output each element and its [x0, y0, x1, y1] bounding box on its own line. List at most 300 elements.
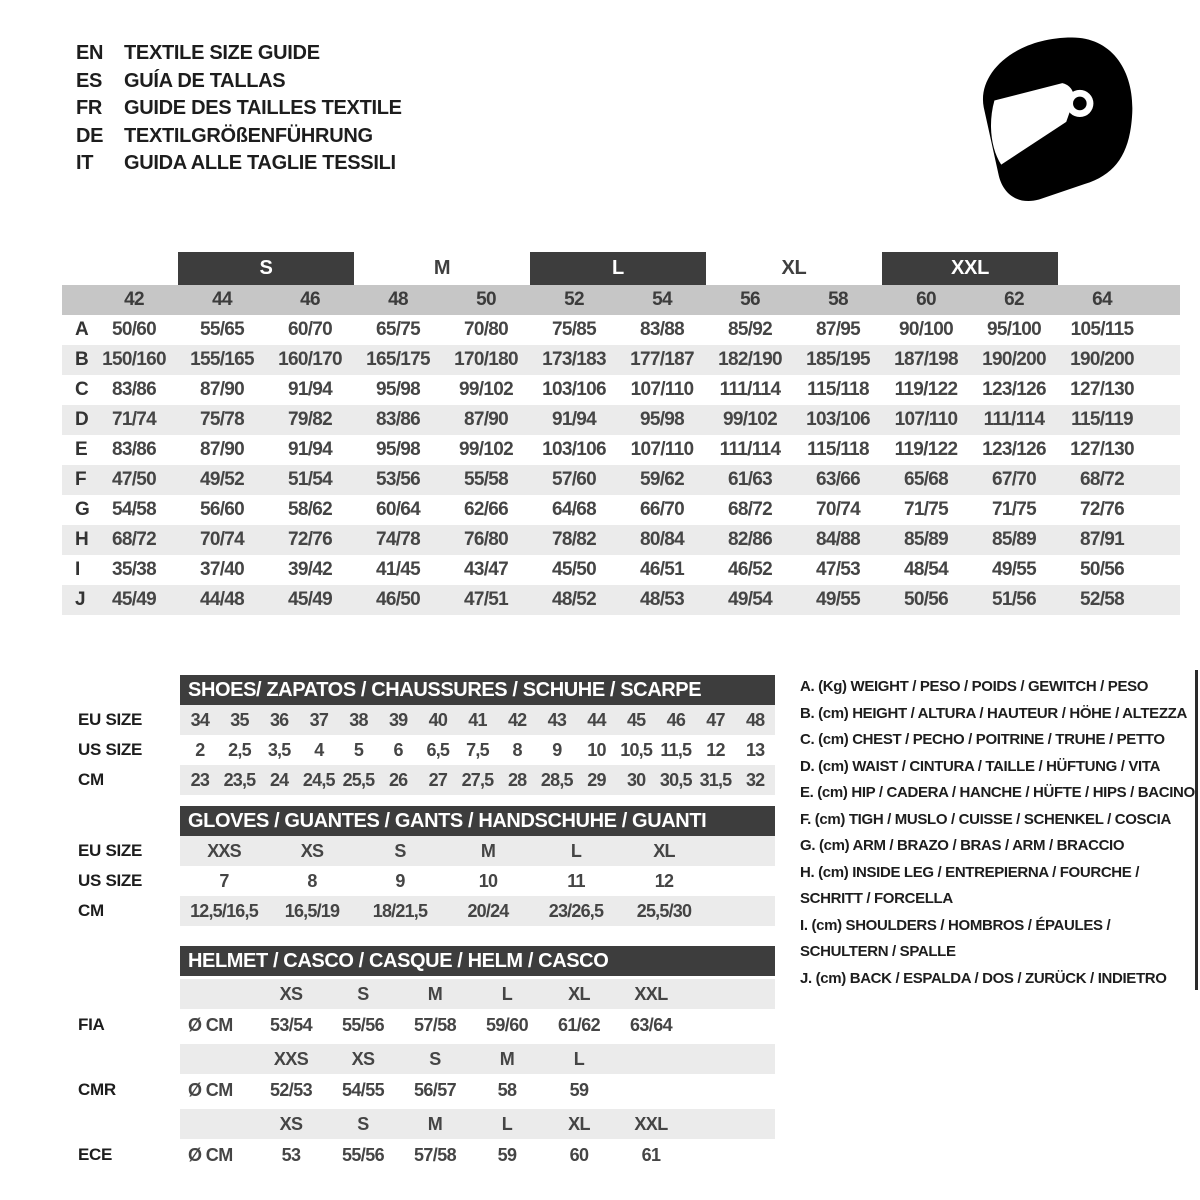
diameter-label: Ø CM: [188, 1014, 233, 1035]
helmet-sizes-row-CMR: [180, 1044, 775, 1074]
helmet-table-body: [180, 979, 775, 1171]
language-title: GUIDA ALLE TAGLIE TESSILI: [124, 152, 396, 174]
gloves-cm-value: 23/26,5: [548, 900, 604, 921]
shoes-us-value: 9: [552, 739, 562, 760]
size-value: 111/114: [983, 409, 1045, 430]
size-value: 103/106: [542, 439, 606, 460]
helmet-size: L: [501, 983, 513, 1004]
size-value: 45/49: [287, 589, 333, 610]
numeric-size: 52: [564, 289, 584, 310]
diameter-label: Ø CM: [188, 1079, 233, 1100]
size-value: 47/51: [463, 589, 509, 610]
gloves-us-value: 8: [307, 870, 317, 891]
size-value: 58/62: [287, 499, 333, 520]
size-value: 61/63: [727, 469, 773, 490]
helmet-values-row-FIA: [180, 1009, 775, 1041]
size-value: 47/50: [111, 469, 157, 490]
helmet-value: 53: [281, 1144, 301, 1165]
size-value: 49/55: [991, 559, 1037, 580]
measure-row-A: [62, 315, 1180, 345]
legend-item-d: D. (cm) WAIST / CINTURA / TAILLE / HÜFTUNG / VITA: [800, 757, 1161, 775]
numeric-size: 48: [388, 289, 408, 310]
numeric-size: 46: [300, 289, 320, 310]
gloves-header: GLOVES / GUANTES / GANTS / HANDSCHUHE / GUANTI: [180, 806, 775, 836]
helmet-size: S: [357, 1113, 369, 1134]
gloves-us-size-label: US SIZE: [78, 871, 143, 890]
row-letter: E: [75, 439, 88, 460]
size-value: 83/86: [111, 439, 157, 460]
measure-row-C: [62, 375, 1180, 405]
shoes-us-value: 8: [512, 739, 522, 760]
numeric-size: 64: [1092, 289, 1112, 310]
numeric-size: 60: [916, 289, 936, 310]
gloves-us-value: 12: [654, 870, 674, 891]
helmet-value: 56/57: [413, 1079, 457, 1100]
language-code: FR: [76, 97, 103, 119]
numeric-size: 58: [828, 289, 848, 310]
gloves-us-value: 11: [567, 870, 585, 891]
size-value: 65/75: [375, 319, 421, 340]
size-value: 115/118: [807, 439, 869, 460]
shoes-header: SHOES/ ZAPATOS / CHAUSSURES / SCHUHE / SCARPE: [180, 675, 775, 705]
helmet-size: XL: [568, 983, 590, 1004]
size-value: 170/180: [454, 349, 518, 370]
size-value: 95/98: [375, 379, 421, 400]
size-value: 103/106: [806, 409, 870, 430]
size-value: 155/165: [190, 349, 254, 370]
gloves-cm-label: CM: [78, 901, 104, 920]
size-value: 62/66: [463, 499, 509, 520]
language-code: ES: [76, 69, 103, 92]
gloves-eu-value: L: [570, 840, 582, 861]
shoes-cm-value: 28: [507, 769, 527, 790]
size-value: 75/85: [551, 319, 597, 340]
size-value: 190/200: [1070, 349, 1134, 370]
helmet-size: XXL: [634, 1113, 668, 1134]
shoes-table: [180, 675, 775, 795]
size-value: 41/45: [375, 559, 421, 580]
helmet-sizes-spacer: [180, 979, 255, 1009]
size-header-xxl: XXL: [882, 252, 1058, 285]
shoes-cm-value: 23,5: [223, 769, 256, 790]
language-code: DE: [76, 124, 104, 147]
size-value: 50/56: [1079, 559, 1125, 580]
shoes-us-value: 3,5: [267, 739, 291, 760]
gloves-cm-value: 16,5/19: [284, 900, 340, 921]
shoes-eu-value: 42: [507, 709, 527, 730]
shoes-eu-value: 34: [190, 709, 210, 730]
helmet-value: 57/58: [413, 1144, 457, 1165]
helmet-value: 58: [497, 1079, 517, 1100]
size-value: 80/84: [639, 529, 685, 550]
helmet-value: 54/55: [341, 1079, 385, 1100]
shoes-cm-row: [180, 765, 775, 795]
size-value: 48/52: [551, 589, 597, 610]
size-value: 55/58: [463, 469, 509, 490]
helmet-size: M: [499, 1048, 515, 1069]
size-value: 79/82: [287, 409, 333, 430]
size-value: 59/62: [639, 469, 685, 490]
helmet-size: XL: [568, 1113, 590, 1134]
cmr-label: CMR: [78, 1080, 116, 1099]
shoes-cm-value: 24: [269, 769, 289, 790]
size-value: 67/70: [991, 469, 1037, 490]
gloves-cm-value: 20/24: [467, 900, 509, 921]
shoes-cm-value: 30,5: [659, 769, 692, 790]
size-value: 68/72: [1079, 469, 1125, 490]
shoes-eu-value: 48: [745, 709, 765, 730]
size-value: 71/75: [991, 499, 1037, 520]
size-value: 111/114: [719, 379, 781, 400]
size-value: 87/95: [815, 319, 861, 340]
measure-row-D: [62, 405, 1180, 435]
size-value: 72/76: [287, 529, 333, 550]
size-value: 52/58: [1079, 589, 1125, 610]
helmet-value: 53/54: [269, 1014, 313, 1035]
size-value: 83/86: [375, 409, 421, 430]
gloves-cm-value: 25,5/30: [636, 900, 692, 921]
size-value: 85/89: [991, 529, 1037, 550]
size-value: 103/106: [542, 379, 606, 400]
gloves-eu-size-label: EU SIZE: [78, 841, 143, 860]
shoes-cm-value: 32: [745, 769, 765, 790]
language-row: [76, 68, 402, 96]
shoes-cm-value: 27: [428, 769, 448, 790]
shoes-us-value: 4: [314, 739, 324, 760]
size-value: 107/110: [630, 439, 694, 460]
helmet-sizes-row-FIA: [180, 979, 775, 1009]
helmet-size: XS: [351, 1048, 375, 1069]
shoes-eu-value: 46: [666, 709, 686, 730]
measure-row-H: [62, 525, 1180, 555]
shoes-cm-value: 29: [587, 769, 606, 790]
numeric-size: 62: [1004, 289, 1024, 310]
size-value: 185/195: [806, 349, 870, 370]
size-value: 57/60: [551, 469, 597, 490]
size-value: 46/50: [375, 589, 421, 610]
size-value: 95/98: [375, 439, 421, 460]
size-value: 165/175: [366, 349, 430, 370]
size-value: 60/64: [375, 499, 421, 520]
gloves-table: [180, 806, 775, 926]
gloves-us-row: [180, 866, 775, 896]
size-value: 95/98: [639, 409, 685, 430]
size-value: 76/80: [463, 529, 509, 550]
gloves-cm-value: 12,5/16,5: [190, 900, 258, 921]
size-value: 95/100: [987, 319, 1041, 340]
measure-row-G: [62, 495, 1180, 525]
size-value: 68/72: [111, 529, 157, 550]
legend-item-g: G. (cm) ARM / BRAZO / BRAS / ARM / BRACCIO: [800, 837, 1125, 854]
size-value: 51/56: [991, 589, 1037, 610]
helmet-value: 52/53: [269, 1079, 313, 1100]
shoes-eu-value: 44: [587, 709, 606, 730]
helmet-size: XXS: [273, 1048, 309, 1069]
shoes-eu-value: 47: [706, 709, 725, 730]
shoes-cm-value: 26: [388, 769, 408, 790]
size-value: 107/110: [894, 409, 958, 430]
row-letter: G: [75, 499, 90, 520]
size-value: 70/80: [463, 319, 509, 340]
language-title: TEXTILE SIZE GUIDE: [124, 42, 320, 64]
size-value: 43/47: [463, 559, 509, 580]
numeric-size-row: [62, 285, 1180, 315]
helmet-size: M: [427, 983, 443, 1004]
row-letter: C: [75, 379, 89, 400]
helmet-size: XS: [279, 1113, 303, 1134]
size-value: 83/88: [639, 319, 685, 340]
size-value: 45/50: [551, 559, 597, 580]
size-value: 74/78: [375, 529, 421, 550]
helmet-size: S: [357, 983, 369, 1004]
shoes-eu-value: 40: [428, 709, 448, 730]
size-value: 82/86: [727, 529, 773, 550]
helmet-values-row-CMR: [180, 1074, 775, 1106]
measure-row-I: [62, 555, 1180, 585]
size-value: 119/122: [894, 439, 958, 460]
row-letter: I: [75, 559, 81, 580]
helmet-size: L: [501, 1113, 513, 1134]
row-letter: D: [75, 409, 89, 430]
legend-item-f: F. (cm) TIGH / MUSLO / CUISSE / SCHENKEL / COSCIA: [800, 810, 1171, 828]
page-edge-line: [1195, 670, 1198, 990]
shoes-cm-value: 24,5: [302, 769, 335, 790]
language-row: [76, 40, 402, 68]
size-value: 70/74: [815, 499, 861, 520]
size-value: 75/78: [199, 409, 245, 430]
helmet-header: HELMET / CASCO / CASQUE / HELM / CASCO: [180, 946, 775, 976]
size-value: 115/119: [1071, 409, 1133, 430]
size-value: 49/55: [815, 589, 861, 610]
size-value: 123/126: [982, 439, 1046, 460]
helmet-value: 61: [641, 1144, 661, 1165]
size-header-l: L: [530, 252, 706, 285]
size-value: 51/54: [287, 469, 333, 490]
size-value: 46/51: [639, 559, 685, 580]
size-value: 39/42: [287, 559, 333, 580]
size-value: 99/102: [459, 379, 513, 400]
shoes-us-value: 13: [745, 739, 765, 760]
size-value: 123/126: [982, 379, 1046, 400]
gloves-eu-row: [180, 836, 775, 866]
size-value: 65/68: [903, 469, 949, 490]
size-header-xl: XL: [781, 257, 807, 279]
language-title: GUÍA DE TALLAS: [124, 69, 286, 92]
size-value: 49/52: [199, 469, 245, 490]
size-value: 127/130: [1070, 439, 1134, 460]
measure-row-B: [62, 345, 1180, 375]
size-value: 68/72: [727, 499, 773, 520]
size-value: 50/56: [903, 589, 949, 610]
size-header-s: S: [178, 252, 354, 285]
helmet-value: 59: [497, 1144, 517, 1165]
legend-item-j: J. (cm) BACK / ESPALDA / DOS / ZURÜCK / INDIETRO: [800, 969, 1167, 987]
shoes-cm-value: 28,5: [540, 769, 573, 790]
shoes-us-value: 2: [195, 739, 205, 760]
shoes-eu-row: [180, 705, 775, 735]
helmet-size: L: [573, 1048, 585, 1069]
size-value: 87/90: [463, 409, 509, 430]
size-value: 72/76: [1079, 499, 1125, 520]
helmet-size: M: [427, 1113, 443, 1134]
size-value: 85/89: [903, 529, 949, 550]
size-value: 37/40: [199, 559, 245, 580]
gloves-eu-value: S: [394, 840, 406, 861]
size-value: 107/110: [630, 379, 694, 400]
helmet-sizes-spacer: [180, 1109, 255, 1139]
legend-item-i: I. (cm) SHOULDERS / HOMBROS / ÉPAULES / SCHULTERN / SPALLE: [800, 916, 1111, 960]
row-letter: H: [75, 529, 89, 550]
size-value: 99/102: [459, 439, 513, 460]
size-value: 71/74: [111, 409, 157, 430]
measure-row-J: [62, 585, 1180, 615]
helmet-size: XXL: [634, 983, 668, 1004]
language-list: [76, 40, 402, 178]
language-row: [76, 150, 402, 178]
helmet-value: 59: [569, 1079, 589, 1100]
size-value: 46/52: [727, 559, 773, 580]
language-title: GUIDE DES TAILLES TEXTILE: [124, 97, 402, 119]
size-value: 87/90: [199, 379, 245, 400]
shoes-us-value: 11,5: [660, 739, 692, 760]
row-letter: A: [75, 319, 89, 340]
size-value: 35/38: [111, 559, 157, 580]
size-value: 91/94: [551, 409, 597, 430]
helmet-value: 63/64: [629, 1014, 673, 1035]
size-value: 64/68: [551, 499, 597, 520]
legend-item-e: E. (cm) HIP / CADERA / HANCHE / HÜFTE / HIPS / BACINO: [800, 784, 1195, 801]
size-value: 87/90: [199, 439, 245, 460]
letter-size-row: [62, 252, 1180, 285]
gloves-eu-value: XL: [653, 840, 675, 861]
shoes-us-value: 7,5: [466, 739, 489, 760]
size-value: 105/115: [1070, 319, 1134, 340]
language-row: [76, 123, 402, 151]
helmet-value: 59/60: [485, 1014, 529, 1035]
gloves-cm-row: [180, 896, 775, 926]
size-value: 111/114: [719, 439, 781, 460]
legend-item-h: H. (cm) INSIDE LEG / ENTREPIERNA / FOURCHE / SCHRITT / FORCELLA: [800, 863, 1140, 907]
size-value: 87/91: [1079, 529, 1125, 550]
shoes-eu-value: 35: [230, 709, 249, 730]
size-value: 99/102: [723, 409, 777, 430]
racing-helmet-icon: [975, 30, 1140, 208]
legend-item-c: C. (cm) CHEST / PECHO / POITRINE / TRUHE / PETTO: [800, 731, 1165, 748]
size-value: 53/56: [375, 469, 421, 490]
helmet-table: [180, 946, 775, 1171]
shoes-cm-value: 23: [190, 769, 210, 790]
size-value: 83/86: [111, 379, 157, 400]
shoes-eu-size-label: EU SIZE: [78, 710, 143, 729]
size-value: 127/130: [1070, 379, 1134, 400]
row-letter: F: [75, 469, 87, 490]
size-value: 71/75: [903, 499, 949, 520]
legend-item-a: A. (Kg) WEIGHT / PESO / POIDS / GEWITCH / PESO: [800, 678, 1149, 695]
language-code: EN: [76, 42, 104, 64]
shoes-eu-value: 43: [547, 709, 567, 730]
legend-item-b: B. (cm) HEIGHT / ALTURA / HAUTEUR / HÖHE / ALTEZZA: [800, 704, 1187, 722]
size-value: 70/74: [199, 529, 245, 550]
helmet-value: 61/62: [557, 1014, 601, 1035]
size-value: 91/94: [287, 439, 333, 460]
size-value: 44/48: [199, 589, 245, 610]
shoes-eu-value: 45: [626, 709, 646, 730]
ece-label: ECE: [78, 1145, 113, 1164]
size-value: 90/100: [899, 319, 953, 340]
helmet-value: 60: [569, 1144, 589, 1165]
size-value: 56/60: [199, 499, 245, 520]
helmet-size: XS: [279, 983, 303, 1004]
shoes-us-value: 10: [587, 739, 606, 760]
shoes-us-value: 10,5: [620, 739, 653, 760]
shoes-cm-value: 27,5: [461, 769, 494, 790]
numeric-size: 42: [124, 289, 144, 310]
size-value: 150/160: [102, 349, 166, 370]
shoes-us-value: 6: [393, 739, 403, 760]
language-row: [76, 95, 402, 123]
size-value: 48/53: [639, 589, 685, 610]
numeric-size: 54: [652, 289, 672, 310]
size-value: 84/88: [815, 529, 861, 550]
fia-label: FIA: [78, 1015, 105, 1034]
size-value: 63/66: [815, 469, 861, 490]
row-letter: J: [75, 589, 86, 610]
row-letter: B: [75, 349, 89, 370]
measure-row-F: [62, 465, 1180, 495]
shoes-us-value: 2,5: [228, 739, 251, 760]
shoes-eu-value: 37: [309, 709, 329, 730]
size-value: 115/118: [807, 379, 869, 400]
size-value: 177/187: [630, 349, 694, 370]
size-value: 190/200: [982, 349, 1046, 370]
shoes-cm-value: 30: [626, 769, 646, 790]
size-value: 47/53: [815, 559, 861, 580]
shoes-us-value: 12: [706, 739, 725, 760]
language-title: TEXTILGRÖßENFÜHRUNG: [124, 124, 373, 147]
gloves-cm-value: 18/21,5: [372, 900, 428, 921]
size-value: 55/65: [199, 319, 245, 340]
shoes-us-value: 6,5: [426, 739, 450, 760]
numeric-size: 50: [476, 289, 496, 310]
size-value: 50/60: [111, 319, 157, 340]
gloves-us-value: 9: [395, 870, 405, 891]
numeric-size: 44: [212, 289, 232, 310]
helmet-values-row-ECE: [180, 1139, 775, 1171]
size-value: 91/94: [287, 379, 333, 400]
size-value: 49/54: [727, 589, 773, 610]
size-header-m: M: [433, 257, 451, 279]
language-code: IT: [76, 152, 94, 174]
helmet-size: S: [429, 1048, 441, 1069]
shoes-eu-value: 36: [269, 709, 289, 730]
size-value: 119/122: [894, 379, 958, 400]
shoes-eu-value: 41: [468, 709, 487, 730]
size-value: 78/82: [551, 529, 597, 550]
size-value: 173/183: [542, 349, 606, 370]
helmet-value: 55/56: [341, 1014, 385, 1035]
helmet-sizes-row-ECE: [180, 1109, 775, 1139]
shoes-eu-value: 39: [388, 709, 408, 730]
size-value: 85/92: [727, 319, 773, 340]
measurement-legend: [800, 674, 1196, 992]
shoes-eu-value: 38: [349, 709, 368, 730]
textile-size-table: [62, 252, 1180, 615]
diameter-label: Ø CM: [188, 1144, 233, 1165]
shoes-us-size-label: US SIZE: [78, 740, 143, 759]
numeric-size: 56: [740, 289, 760, 310]
size-value: 66/70: [639, 499, 685, 520]
size-value: 187/198: [894, 349, 958, 370]
